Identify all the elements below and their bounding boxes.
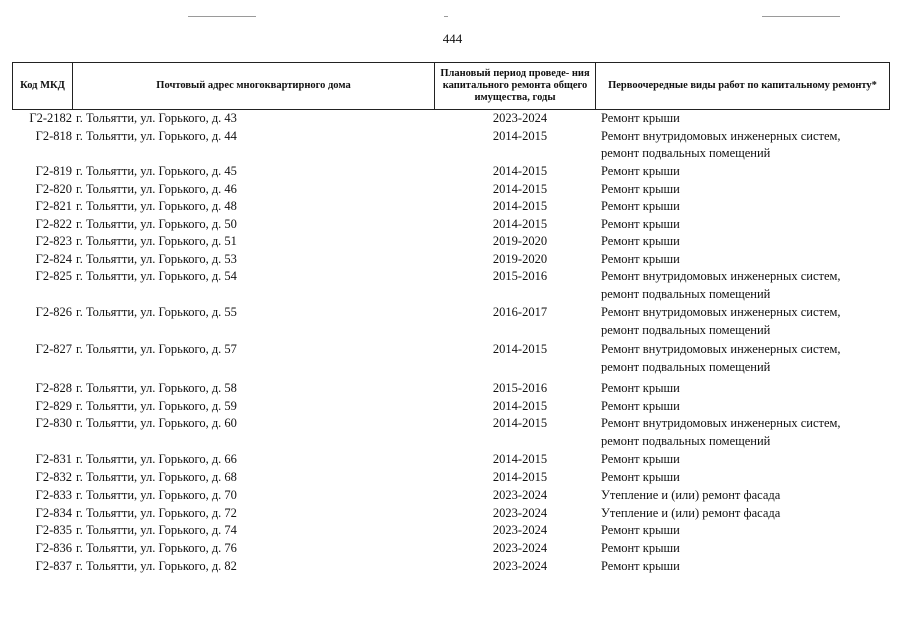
postal-address: г. Тольятти, ул. Горького, д. 45 [76, 164, 237, 178]
repair-work-line: Ремонт крыши [601, 541, 680, 555]
repair-period: 2014-2015 [492, 181, 548, 196]
mkd-code: Г2-832 [35, 470, 72, 484]
repair-works [601, 415, 886, 450]
mkd-code: Г2-822 [35, 216, 72, 231]
repair-works [601, 558, 886, 576]
postal-address: г. Тольятти, ул. Горького, д. 51 [76, 234, 237, 248]
mkd-code: Г2-824 [35, 251, 72, 266]
postal-address: г. Тольятти, ул. Горького, д. 66 [76, 452, 237, 466]
repair-work-line: Утепление и (или) ремонт фасада [601, 488, 781, 502]
repair-period: 2014-2015 [492, 199, 548, 213]
repair-period: 2014-2015 [492, 342, 548, 356]
repair-period: 2023-2024 [492, 541, 548, 555]
postal-address: г. Тольятти, ул. Горького, д. 55 [76, 305, 237, 319]
postal-address: г. Тольятти, ул. Горького, д. 53 [76, 251, 237, 266]
header-works: Первоочередные виды работ по капитальному ремонту* [608, 80, 877, 91]
repair-work-line: Ремонт внутридомовых инженерных систем, [601, 128, 841, 143]
repair-work-line: Ремонт внутридомовых инженерных систем, [601, 269, 841, 283]
repair-work-line: Ремонт крыши [601, 181, 680, 196]
postal-address: г. Тольятти, ул. Горького, д. 50 [76, 216, 237, 231]
repair-work-line: Ремонт крыши [601, 523, 680, 537]
mkd-code: Г2-831 [35, 452, 72, 466]
header-address: Почтовый адрес многоквартирного дома [73, 63, 435, 109]
mkd-code: Г2-818 [35, 128, 72, 143]
postal-address: г. Тольятти, ул. Горького, д. 70 [76, 488, 237, 502]
postal-address: г. Тольятти, ул. Горького, д. 54 [76, 269, 237, 283]
repair-work-line: Ремонт крыши [601, 381, 680, 395]
repair-works [601, 341, 886, 376]
repair-works [601, 233, 886, 251]
repair-works [601, 540, 886, 558]
repair-work-line: Ремонт крыши [601, 199, 680, 213]
postal-address: г. Тольятти, ул. Горького, д. 48 [76, 199, 237, 213]
repair-works [601, 398, 886, 416]
mkd-code: Г2-825 [35, 269, 72, 283]
header-period: Плановый период проведе- ния капитального ремонта общего имущества, годы [435, 63, 596, 109]
repair-works [601, 128, 886, 163]
repair-work-line: ремонт подвальных помещений [601, 433, 771, 448]
postal-address: г. Тольятти, ул. Горького, д. 82 [76, 559, 237, 573]
repair-period: 2015-2016 [492, 269, 548, 283]
repair-work-line: Утепление и (или) ремонт фасада [601, 506, 781, 520]
mkd-code: Г2-820 [35, 181, 72, 196]
mkd-code: Г2-833 [35, 488, 72, 502]
postal-address: г. Тольятти, ул. Горького, д. 68 [76, 470, 237, 484]
repair-work-line: Ремонт крыши [601, 111, 680, 125]
repair-work-line: Ремонт крыши [601, 452, 680, 466]
mkd-code: Г2-837 [35, 559, 72, 573]
repair-period: 2019-2020 [492, 234, 548, 248]
table-header [12, 62, 890, 110]
repair-works [601, 487, 886, 505]
scan-mark-left [188, 16, 256, 17]
repair-period: 2023-2024 [492, 111, 548, 125]
postal-address: г. Тольятти, ул. Горького, д. 58 [76, 381, 237, 395]
mkd-code: Г2-2182 [29, 111, 72, 125]
postal-address: г. Тольятти, ул. Горького, д. 76 [76, 541, 237, 555]
mkd-code: Г2-828 [35, 381, 72, 395]
postal-address: г. Тольятти, ул. Горького, д. 74 [76, 523, 237, 537]
repair-work-line: Ремонт крыши [601, 251, 680, 266]
repair-work-line: Ремонт внутридомовых инженерных систем, [601, 342, 841, 356]
mkd-code: Г2-829 [35, 399, 72, 413]
repair-work-line: Ремонт крыши [601, 164, 680, 178]
repair-period: 2014-2015 [492, 128, 548, 143]
scan-mark-right [762, 16, 840, 17]
repair-works [601, 380, 886, 398]
repair-works [601, 451, 886, 469]
repair-period: 2023-2024 [492, 506, 548, 520]
postal-address: г. Тольятти, ул. Горького, д. 44 [76, 128, 237, 143]
repair-work-line: ремонт подвальных помещений [601, 146, 771, 160]
repair-works [601, 110, 886, 128]
mkd-code: Г2-819 [35, 164, 72, 178]
mkd-code: Г2-835 [35, 523, 72, 537]
repair-works [601, 163, 886, 181]
mkd-code: Г2-826 [35, 305, 72, 319]
repair-work-line: ремонт подвальных помещений [601, 286, 771, 301]
postal-address: г. Тольятти, ул. Горького, д. 59 [76, 399, 237, 413]
repair-period: 2016-2017 [492, 305, 548, 319]
repair-works [601, 198, 886, 216]
repair-period: 2014-2015 [492, 216, 548, 231]
repair-period: 2014-2015 [492, 164, 548, 178]
mkd-code: Г2-836 [35, 541, 72, 555]
repair-work-line: ремонт подвальных помещений [601, 322, 771, 337]
repair-period: 2023-2024 [492, 488, 548, 502]
repair-work-line: Ремонт крыши [601, 234, 680, 248]
postal-address: г. Тольятти, ул. Горького, д. 60 [76, 416, 237, 430]
header-code: Код МКД [13, 63, 73, 109]
mkd-code: Г2-823 [35, 234, 72, 248]
repair-works [601, 181, 886, 199]
mkd-code: Г2-830 [35, 416, 72, 430]
repair-work-line: Ремонт крыши [601, 399, 680, 413]
repair-works [601, 268, 886, 303]
repair-works [601, 304, 886, 339]
repair-work-line: Ремонт крыши [601, 470, 680, 484]
repair-works [601, 469, 886, 487]
repair-period: 2014-2015 [492, 470, 548, 484]
postal-address: г. Тольятти, ул. Горького, д. 43 [76, 111, 237, 125]
scan-mark-center [444, 16, 448, 17]
repair-work-line: Ремонт внутридомовых инженерных систем, [601, 305, 841, 319]
repair-work-line: Ремонт крыши [601, 559, 680, 573]
repair-work-line: ремонт подвальных помещений [601, 359, 771, 374]
postal-address: г. Тольятти, ул. Горького, д. 46 [76, 181, 237, 196]
repair-works [601, 216, 886, 234]
repair-period: 2014-2015 [492, 399, 548, 413]
repair-period: 2023-2024 [492, 559, 548, 573]
postal-address: г. Тольятти, ул. Горького, д. 57 [76, 342, 237, 356]
repair-period: 2014-2015 [492, 452, 548, 466]
postal-address: г. Тольятти, ул. Горького, д. 72 [76, 506, 237, 520]
mkd-code: Г2-827 [35, 342, 72, 356]
mkd-code: Г2-834 [35, 506, 72, 520]
repair-works [601, 505, 886, 523]
mkd-code: Г2-821 [35, 199, 72, 213]
repair-work-line: Ремонт крыши [601, 216, 680, 231]
repair-period: 2019-2020 [492, 251, 548, 266]
repair-period: 2014-2015 [492, 416, 548, 430]
repair-work-line: Ремонт внутридомовых инженерных систем, [601, 416, 841, 430]
page-number: 444 [442, 31, 463, 46]
repair-works [601, 522, 886, 540]
repair-period: 2015-2016 [492, 381, 548, 395]
repair-period: 2023-2024 [492, 523, 548, 537]
repair-works [601, 251, 886, 269]
